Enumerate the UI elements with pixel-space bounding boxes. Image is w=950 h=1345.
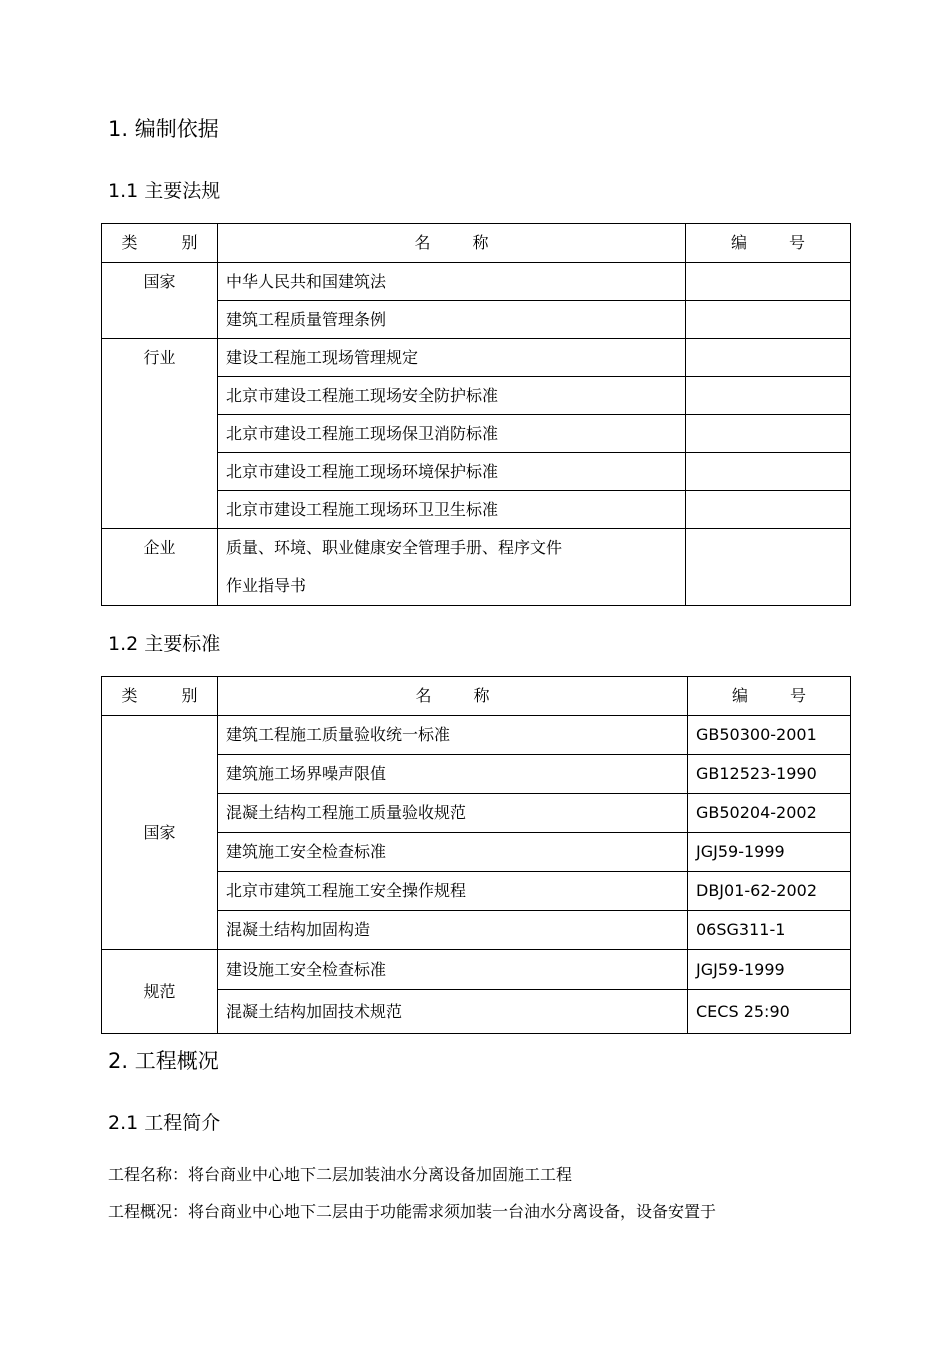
code-cell	[686, 491, 851, 529]
code-cell	[686, 339, 851, 377]
category-cell: 规范	[102, 950, 218, 1034]
name-cell: 混凝土结构工程施工质量验收规范	[218, 794, 688, 833]
category-cell: 企业	[102, 529, 218, 606]
code-cell	[686, 263, 851, 301]
header-name: 名 称	[218, 224, 686, 263]
table-row	[102, 716, 851, 755]
project-name-line: 工程名称：将台商业中心地下二层加装油水分离设备加固施工工程	[108, 1165, 573, 1184]
code-cell	[686, 415, 851, 453]
table-row	[102, 263, 851, 301]
code-cell	[686, 529, 851, 606]
header-code: 编 号	[686, 224, 851, 263]
table-row	[102, 529, 851, 606]
subsection-1-2-title: 1.2 主要标准	[108, 633, 221, 655]
code-cell	[686, 301, 851, 339]
name-cell: 建筑施工场界噪声限值	[218, 755, 688, 794]
code-cell: GB50204-2002	[688, 794, 851, 833]
name-cell: 北京市建设工程施工现场环境保护标准	[218, 453, 686, 491]
name-cell: 北京市建设工程施工现场环卫卫生标准	[218, 491, 686, 529]
section-2-title: 2. 工程概况	[108, 1049, 219, 1073]
table-row	[102, 339, 851, 377]
name-cell: 北京市建设工程施工现场安全防护标准	[218, 377, 686, 415]
table-header-row	[102, 224, 851, 263]
project-overview-line: 工程概况：将台商业中心地下二层由于功能需求须加装一台油水分离设备，设备安置于	[108, 1202, 717, 1221]
header-code: 编 号	[688, 677, 851, 716]
name-cell: 中华人民共和国建筑法	[218, 263, 686, 301]
header-category: 类 别	[102, 677, 218, 716]
regulations-table	[101, 223, 851, 606]
standards-table	[101, 676, 851, 1034]
name-cell: 建筑工程质量管理条例	[218, 301, 686, 339]
code-cell	[686, 377, 851, 415]
name-line: 作业指导书	[226, 576, 307, 595]
code-cell: CECS 25:90	[688, 990, 851, 1034]
subsection-2-1-title: 2.1 工程简介	[108, 1112, 221, 1134]
name-cell	[218, 529, 686, 606]
category-cell: 国家	[102, 263, 218, 339]
name-cell: 建筑工程施工质量验收统一标准	[218, 716, 688, 755]
subsection-1-1-title: 1.1 主要法规	[108, 180, 221, 202]
code-cell: GB12523-1990	[688, 755, 851, 794]
name-line: 质量、环境、职业健康安全管理手册、程序文件	[226, 538, 563, 557]
code-cell: 06SG311-1	[688, 911, 851, 950]
header-name: 名 称	[218, 677, 688, 716]
section-1-title: 1. 编制依据	[108, 117, 219, 141]
name-cell: 混凝土结构加固技术规范	[218, 990, 688, 1034]
name-cell: 建设工程施工现场管理规定	[218, 339, 686, 377]
table-row	[102, 950, 851, 990]
category-cell: 行业	[102, 339, 218, 529]
header-category: 类 别	[102, 224, 218, 263]
code-cell: JGJ59-1999	[688, 833, 851, 872]
code-cell	[686, 453, 851, 491]
category-cell: 国家	[102, 716, 218, 950]
code-cell: GB50300-2001	[688, 716, 851, 755]
name-cell: 建筑施工安全检查标准	[218, 833, 688, 872]
table-header-row	[102, 677, 851, 716]
name-cell: 北京市建筑工程施工安全操作规程	[218, 872, 688, 911]
code-cell: JGJ59-1999	[688, 950, 851, 990]
name-cell: 混凝土结构加固构造	[218, 911, 688, 950]
name-cell: 建设施工安全检查标准	[218, 950, 688, 990]
name-cell: 北京市建设工程施工现场保卫消防标准	[218, 415, 686, 453]
code-cell: DBJ01-62-2002	[688, 872, 851, 911]
